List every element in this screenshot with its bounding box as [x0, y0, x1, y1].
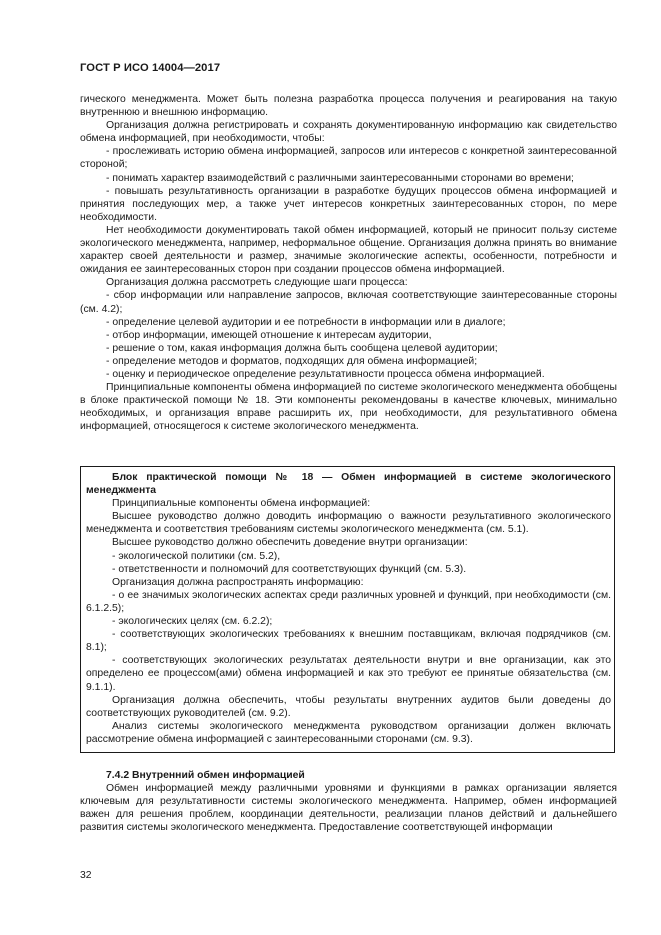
list-item: - решение о том, какая информация должна быть сообщена целевой аудитории; — [106, 342, 498, 354]
list-item: - оценку и периодическое определение результативности процесса обмена информацией. — [106, 368, 545, 380]
box-paragraph: Анализ системы экологического менеджмента руководством организации должен включать рассмотрение обмена информацией с заинтересованными сторонами (см. 9.3). — [86, 720, 611, 745]
section-7-4-2 — [80, 769, 617, 834]
paragraph: Обмен информацией между различными уровнями и функциями в рамках организации является ключевым для результативности системы экологического менеджмента. Например, обмен информацией важен для решения проблем, координации деятельности, реализации планов действий и дальнейшего развития системы экологического менеджмента. Предоставление соответствующей информации — [80, 783, 617, 834]
box-list-item: - ответственности и полномочий для соответствующих функций (см. 5.3). — [112, 563, 467, 575]
box-paragraph: Организация должна распространять информацию: — [112, 576, 364, 588]
practical-help-box — [80, 466, 615, 753]
box-list-item: - о ее значимых экологических аспектах среди различных уровней и функций, при необходимости (см. 6.1.2.5); — [86, 589, 611, 614]
box-paragraph: Принципиальные компоненты обмена информацией: — [112, 498, 371, 510]
list-item: - повышать результативность организации в разработке будущих процессов обмена информацией и принятия последующих мер, а также учет интересов конкретных заинтересованных сторон, по мере необходимости. — [80, 185, 617, 223]
list-item: - понимать характер взаимодействий с различными заинтересованными сторонами во времени; — [106, 172, 574, 184]
paragraph: Принципиальные компоненты обмена информацией по системе экологического менеджмента обобщены в блоке практической помощи № 18. Эти компоненты рекомендованы в качестве ключевых, минимально необходимых, и организация вправе расширить их, при необходимости, для результативного обмена информацией, относящегося к системе экологического менеджмента. — [80, 382, 617, 433]
paragraph: Организация должна рассмотреть следующие шаги процесса: — [106, 277, 408, 289]
box-title: Блок практической помощи № 18 — Обмен информацией в системе экологического менеджмента — [86, 472, 611, 497]
list-item: - определение целевой аудитории и ее потребности в информации или в диалоге; — [106, 316, 506, 328]
box-paragraph: Организация должна обеспечить, чтобы результаты внутренних аудитов были доведены до соответствующих руководителей (см. 9.2). — [86, 694, 611, 719]
list-item: - определение методов и форматов, подходящих для обмена информацией; — [106, 355, 478, 367]
list-item: - сбор информации или направление запросов, включая соответствующие заинтересованные стороны (см. 4.2); — [80, 290, 617, 315]
list-item: - отбор информации, имеющей отношение к интересам аудитории, — [106, 329, 432, 341]
paragraph: Организация должна регистрировать и сохранять документированную информацию как свидетельство обмена информацией, при необходимости, чтобы: — [80, 120, 617, 145]
box-list-item: - экологических целях (см. 6.2.2); — [112, 616, 273, 628]
paragraph: гического менеджмента. Может быть полезна разработка процесса получения и реагирования на такую внутреннюю и внешнюю информацию. — [80, 94, 617, 119]
box-paragraph: Высшее руководство должно обеспечить доведение внутри организации: — [112, 537, 468, 549]
box-paragraph: Высшее руководство должно доводить информацию о важности результативного экологического менеджмента и соответствия требованиям системы экологического менеджмента (см. 5.1). — [86, 511, 611, 536]
paragraph: Нет необходимости документировать такой обмен информацией, который не приносит пользу системе экологического менеджмента, например, неформальное общение. Организация должна принять во внимание характер своей деятельности и размер, значимые экологические аспекты, особенности, потребности и ожидания ее заинтересованных сторон при создании процессов обмена информацией. — [80, 224, 617, 276]
main-text — [80, 93, 617, 433]
box-list-item: - соответствующих экологических результатах деятельности внутри и вне организации, как это определено ее процессом(ами) обмена информацией и как это требуют ее принятые обязательства (см. 9.1.1). — [86, 655, 611, 693]
page-header-standard-title: ГОСТ Р ИСО 14004—2017 — [80, 62, 221, 74]
section-heading: 7.4.2 Внутренний обмен информацией — [106, 770, 305, 781]
box-list-item: - соответствующих экологических требованиях к внешним поставщикам, включая подрядчиков (см. 8.1); — [86, 629, 611, 654]
page-number: 32 — [80, 870, 92, 881]
list-item: - прослеживать историю обмена информацией, запросов или интересов с конкретной заинтересованной стороной; — [80, 146, 617, 171]
box-list-item: - экологической политики (см. 5.2), — [112, 550, 281, 562]
